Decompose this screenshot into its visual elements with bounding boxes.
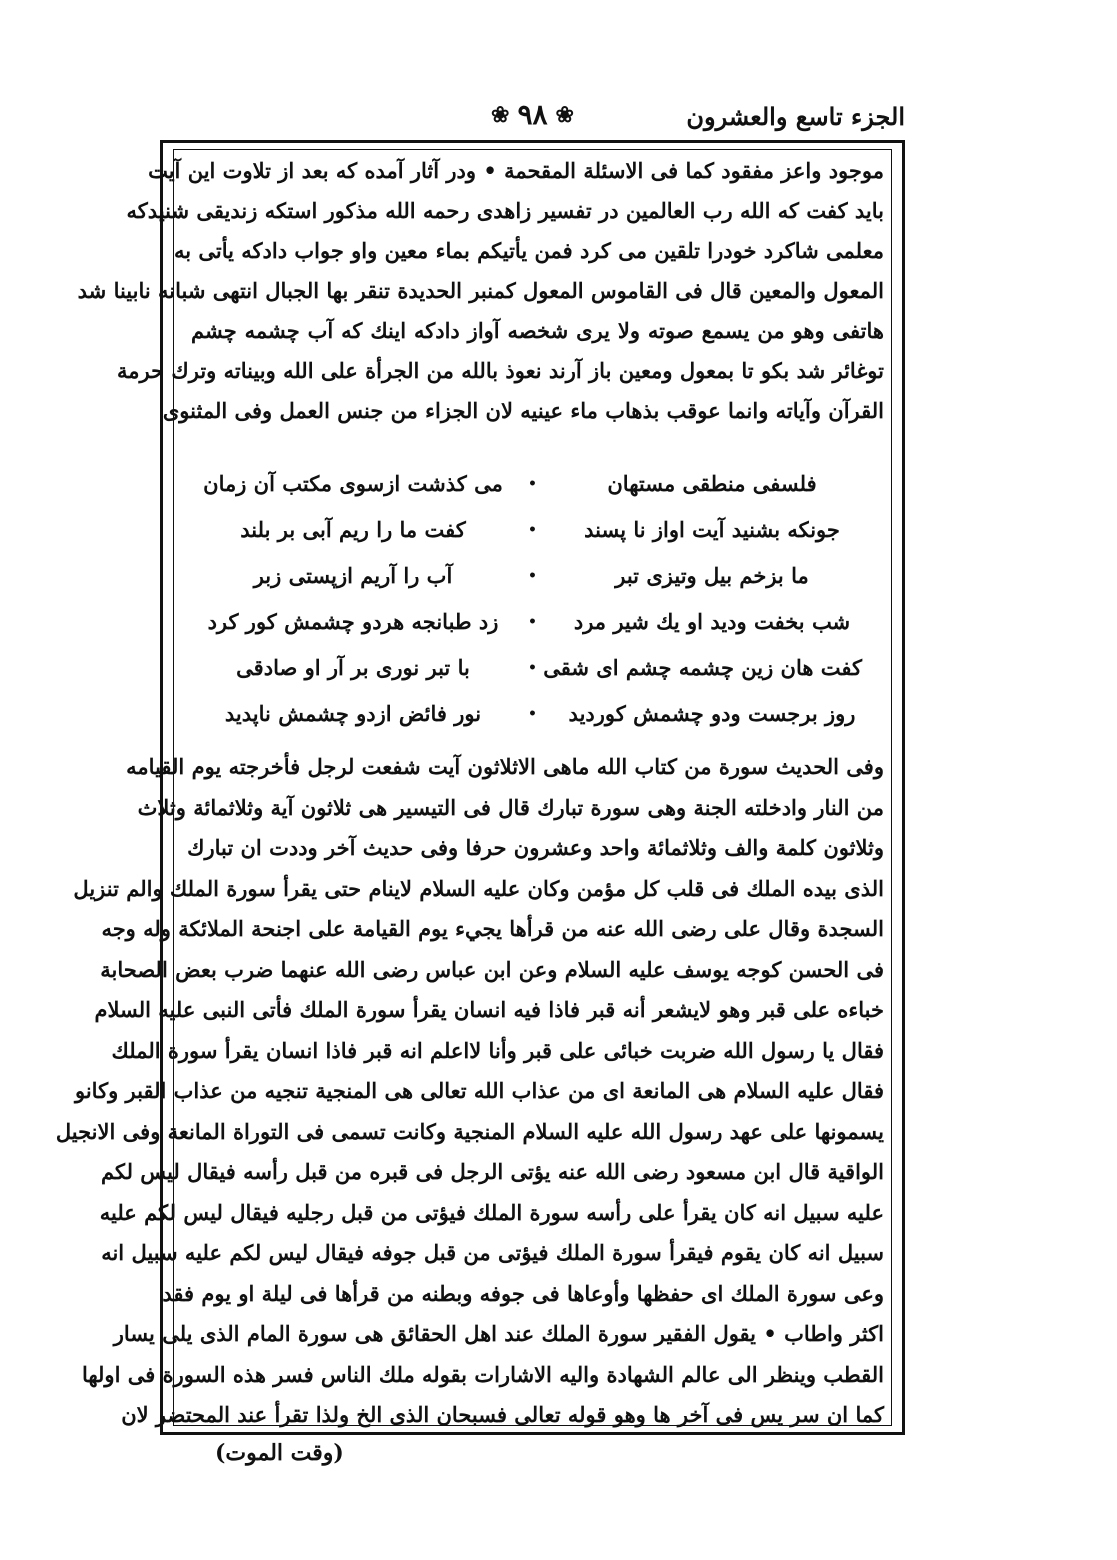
text-line: فقال عليه السلام هى المانعة اى من عذاب الله تعالى هى المنجية تنجيه من عذاب القبر وكانو (74, 1078, 884, 1103)
text-line: وثلاثون كلمة والف وثلاثمائة واحد وعشرون حرفا وفى حديث آخر وددت ان تبارك (187, 835, 884, 860)
text-line: المعول والمعين قال فى القاموس المعول كمنبر الحديدة تنقر بها الجبال انتهى شبانه نابينا شد (77, 278, 884, 303)
text-line: القطب وينظر الى عالم الشهادة واليه الاشارات بقوله ملك الناس فسر هذه السورة فى اولها (81, 1361, 884, 1387)
text-line: بايد كفت كه الله رب العالمين در تفسير زاهدى رحمه الله مذكور استكه زنديقى شنيدكه (126, 198, 884, 223)
ornament-left-icon: ❀ (491, 101, 510, 128)
poem-couplet (203, 553, 862, 599)
text-line: عليه سبيل انه كان يقرأ على رأسه سورة الملك فيؤتى من قبل رجليه فيقال ليس لكم عليه (99, 1199, 884, 1225)
text-line: وعى سورة الملك اى حفظها وأوعاها فى جوفه وبطنه من قرأها فى ليلة او يوم فقد (162, 1280, 884, 1306)
poem-couplet (203, 645, 862, 691)
text-line: خباءه على قبر وهو لايشعر أنه قبر فاذا فيه انسان يقرأ سورة الملك فأتى النبى عليه السلام (94, 997, 884, 1022)
text-line: هاتفى وهو من يسمع صوته ولا يرى شخصه آواز دادكه اينك كه آب چشمه چشم (191, 318, 884, 343)
text-line: وفى الحديث سورة من كتاب الله ماهى الاثلاثون آيت شفعت لرجل فأخرجته يوم القيامه (126, 754, 884, 779)
poem-couplet (203, 599, 862, 645)
text-line: فقال يا رسول الله ضربت خبائى على قبر وأنا لااعلم انه قبر فاذا انسان يقرأ سورة الملك (111, 1037, 884, 1063)
poem-hemistich-right: فلسفى منطقى مستهان (607, 471, 817, 496)
couplet-separator-icon: • (528, 706, 537, 722)
poem-hemistich-left: كفت ما را ريم آبى بر بلند (240, 517, 466, 542)
text-line: سبيل انه كان يقوم فيقرأ سورة الملك فيؤتى من قبل جوفه فيقال ليس لكم عليه سبيل انه (101, 1240, 884, 1265)
text-line: موجود واعز مفقود كما فى الاسئلة المقحمة • ودر آثار آمده كه بعد از تلاوت اين آيت (148, 158, 884, 183)
text-line: اكثر واطاب • يقول الفقير سورة الملك عند اهل الحقائق هى سورة المام الذى يلى يسار (113, 1321, 884, 1346)
running-title: الجزء تاسع والعشرون (686, 102, 905, 131)
text-line: الذى بيده الملك فى قلب كل مؤمن وكان عليه السلام لاينام حتى يقرأ سورة الملك والم تنزيل (73, 875, 884, 901)
page-number-group (491, 98, 574, 131)
text-line: السجدة وقال على رضى الله عنه من قرأها يجيء يوم القيامة على اجنحة الملائكة وله وجه (101, 916, 884, 941)
poem-hemistich-left: مى كذشت ازسوى مكتب آن زمان (203, 471, 503, 496)
text-line: كما ان سر يس فى آخر ها وهو قوله تعالى فسبحان الذى الخ ولذا تقرأ عند المحتضر لان (121, 1402, 884, 1427)
text-line: الواقية قال ابن مسعود رضى الله عنه يؤتى الرجل فى قبره من قبل رأسه فيقال ليس لكم (101, 1159, 884, 1184)
poem-couplet (203, 461, 862, 507)
ornament-right-icon: ❀ (555, 101, 574, 128)
text-line: من النار وادخلته الجنة وهى سورة تبارك قال فى التيسير هى ثلاثون آية وثلاثمائة وثلاث (137, 794, 884, 820)
couplet-separator-icon: • (528, 568, 537, 584)
text-line: معلمى شاكرد خودرا تلقين مى كرد فمن يأتيكم بماء معين واو جواب دادكه يأتى به (173, 238, 884, 263)
poem-hemistich-right: شب بخفت وديد او يك شير مرد (573, 609, 851, 634)
couplet-separator-icon: • (528, 660, 537, 676)
page-number: ٩٨ (517, 98, 548, 131)
text-line: توغائر شد بكو تا بمعول ومعين باز آرند نعوذ بالله من الجرأة على الله وبيناته وترك حرمة (117, 358, 884, 383)
couplet-separator-icon: • (528, 522, 537, 538)
top-paragraph (77, 151, 884, 431)
poem-hemistich-right: ما بزخم بيل وتيزى تبر (615, 563, 809, 588)
catchword: (وقت الموت) (215, 1440, 344, 1466)
poem-hemistich-right: روز برجست ودو چشمش كورديد (568, 701, 856, 726)
couplet-separator-icon: • (528, 614, 537, 630)
page-header (160, 98, 905, 140)
text-line: فى الحسن كوجه يوسف عليه السلام وعن ابن عباس رضى الله عنهما ضرب بعض الصحابة (100, 956, 884, 982)
poem-hemistich-left: نور فائض ازدو چشمش ناپديد (224, 701, 482, 726)
text-line: يسمونها على عهد رسول الله عليه السلام المنجية وكانت تسمى فى التوراة المانعة وفى الانجيل (55, 1118, 884, 1144)
bottom-paragraph (55, 747, 884, 1436)
couplet-separator-icon: • (528, 476, 537, 492)
poem-couplet (203, 691, 862, 737)
poem-hemistich-right: كفت هان زين چشمه چشم اى شقى (543, 655, 862, 680)
masnavi-poem (203, 461, 862, 737)
poem-hemistich-left: زد طبانجه هردو چشمش كور كرد (207, 609, 499, 634)
text-frame (55, 140, 905, 1435)
poem-couplet (203, 507, 862, 553)
text-line: القرآن وآياته وانما عوقب بذهاب ماء عينيه لان الجزاء من جنس العمل وفى المثنوى (162, 398, 884, 423)
poem-hemistich-left: آب را آريم ازپستى زبر (253, 563, 453, 588)
poem-hemistich-right: جونكه بشنيد آيت اواز نا پسند (584, 517, 840, 542)
poem-hemistich-left: با تبر نورى بر آر او صادقى (236, 655, 470, 680)
